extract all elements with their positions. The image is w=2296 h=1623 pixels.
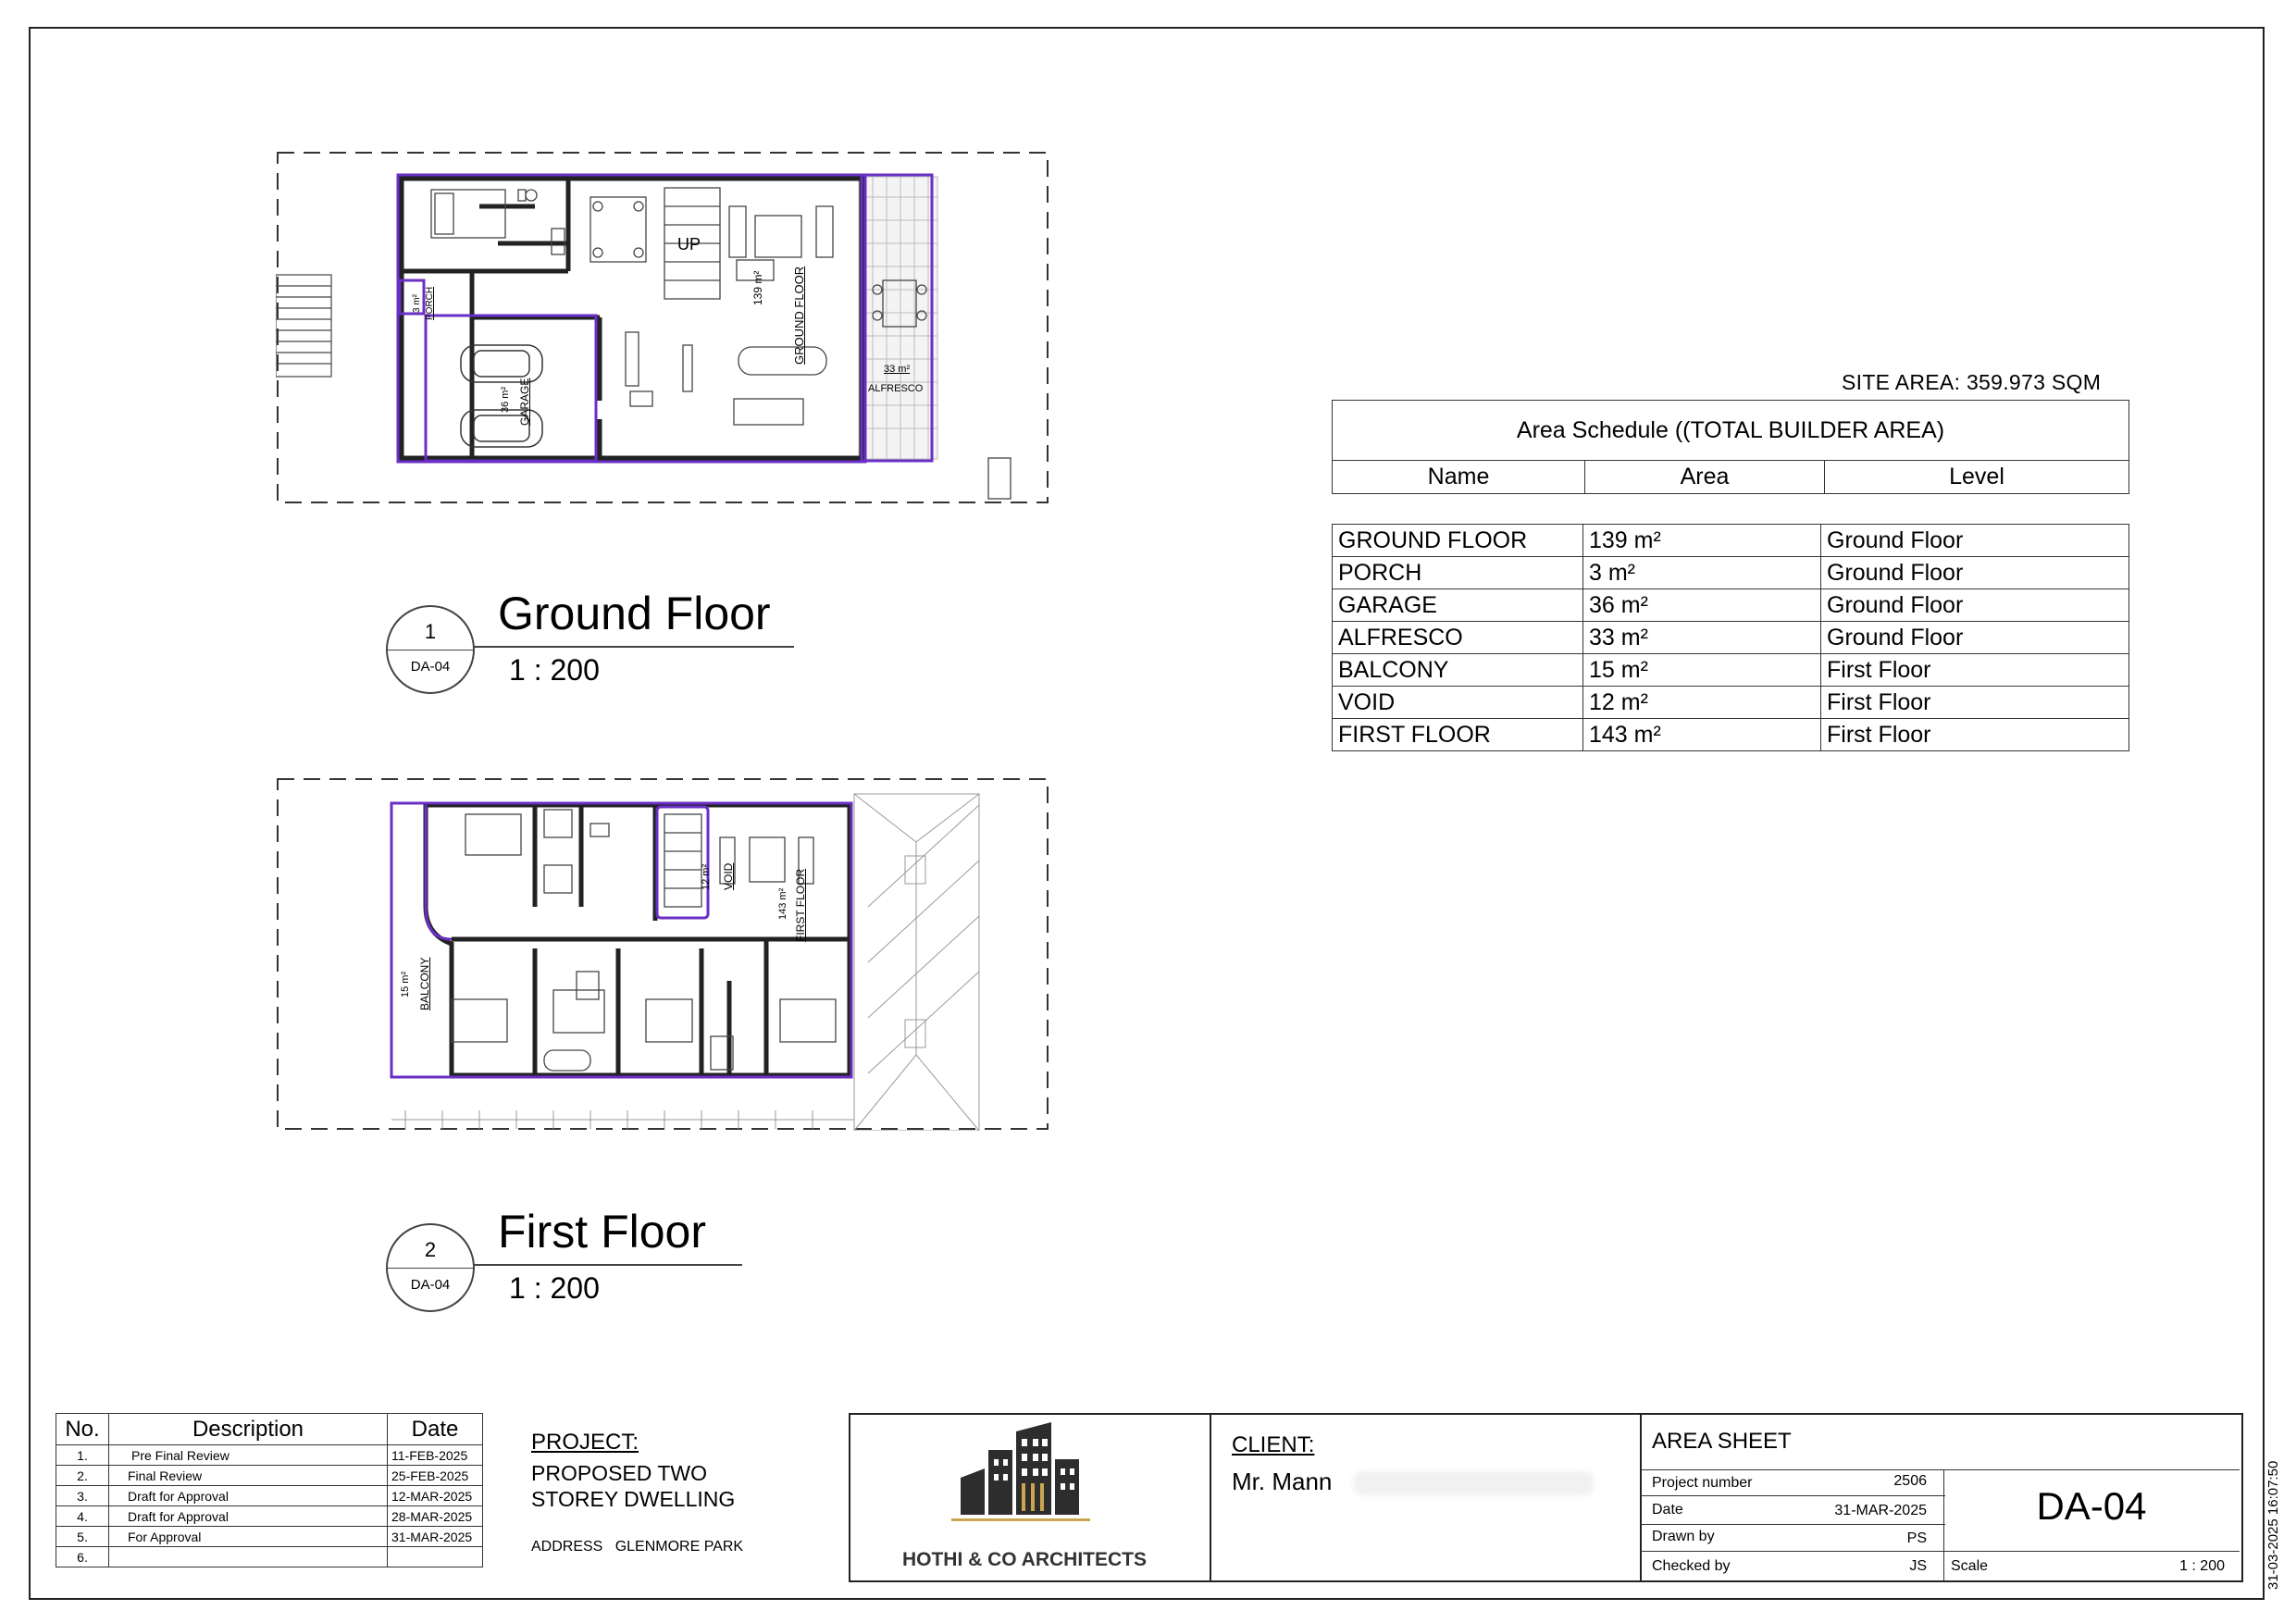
revision-no: 2. (56, 1466, 109, 1486)
title-block-hline-1 (1640, 1469, 2240, 1470)
first-floor-area-label: 143 m² (777, 887, 788, 920)
schedule-cell: BALCONY (1333, 654, 1583, 687)
view-2-marker (386, 1223, 475, 1312)
stair-up-label: UP (677, 235, 701, 254)
view-1-title: Ground Floor (498, 588, 771, 639)
ground-floor-area-label: 139 m² (751, 270, 764, 305)
ground-floor-name-label: GROUND FLOOR (792, 266, 806, 365)
schedule-cell: Ground Floor (1821, 622, 2129, 654)
title-block-divider-2 (1640, 1413, 1642, 1580)
revision-date: 12-MAR-2025 (388, 1486, 483, 1506)
schedule-cell: 36 m² (1583, 589, 1821, 622)
schedule-cell: 143 m² (1583, 719, 1821, 751)
date-label: Date (1652, 1502, 1683, 1518)
table-row (1333, 687, 2129, 719)
table-row (56, 1527, 483, 1547)
garage-area-label: 36 m² (500, 386, 511, 413)
print-timestamp: 31-03-2025 16:07:50 (2265, 1460, 2281, 1590)
table-row (1333, 622, 2129, 654)
scale-value: 1 : 200 (2179, 1558, 2225, 1574)
title-block-hline-3 (1640, 1524, 1945, 1525)
schedule-col-level: Level (1825, 461, 2129, 494)
view-1-scale: 1 : 200 (509, 653, 600, 687)
client-name: Mr. Mann (1232, 1468, 1333, 1495)
revision-col-date: Date (388, 1414, 483, 1445)
view-2-divider (388, 1268, 473, 1269)
schedule-cell: FIRST FLOOR (1333, 719, 1583, 751)
revision-date: 28-MAR-2025 (388, 1506, 483, 1527)
schedule-cell: ALFRESCO (1333, 622, 1583, 654)
view-2-number: 2 (424, 1238, 437, 1261)
porch-name-label: PORCH (425, 286, 435, 320)
revision-date: 31-MAR-2025 (388, 1527, 483, 1547)
revision-col-no: No. (56, 1414, 109, 1445)
revision-no: 3. (56, 1486, 109, 1506)
table-row (1333, 589, 2129, 622)
first-floor-plan (276, 777, 1049, 1131)
revision-description: Final Review (109, 1466, 388, 1486)
schedule-cell: VOID (1333, 687, 1583, 719)
alfresco-area-label: 33 m² (884, 364, 911, 375)
void-area-label: 12 m² (701, 863, 712, 890)
date-value: 31-MAR-2025 (1834, 1503, 1927, 1518)
schedule-cell: GARAGE (1333, 589, 1583, 622)
porch-area-label: 3 m² (412, 294, 422, 313)
view-1-underline (474, 646, 794, 648)
view-1-number: 1 (424, 620, 437, 643)
table-row (56, 1445, 483, 1466)
area-schedule-header (1332, 400, 2129, 494)
revision-date (388, 1547, 483, 1567)
table-row (56, 1466, 483, 1486)
view-2-scale: 1 : 200 (509, 1271, 600, 1305)
revision-no: 4. (56, 1506, 109, 1527)
title-block-divider-1 (1210, 1413, 1211, 1580)
area-schedule-table (1332, 524, 2129, 751)
revision-col-description: Description (109, 1414, 388, 1445)
schedule-col-area: Area (1585, 461, 1825, 494)
area-schedule-title: Area Schedule ((TOTAL BUILDER AREA) (1333, 401, 2129, 461)
checked-by-label: Checked by (1652, 1558, 1731, 1574)
project-number-label: Project number (1652, 1475, 1753, 1491)
table-row (1333, 557, 2129, 589)
firm-logo-icon (951, 1422, 1090, 1533)
revision-date: 11-FEB-2025 (388, 1445, 483, 1466)
title-block-hline-2 (1640, 1495, 1945, 1496)
scale-label: Scale (1951, 1558, 1989, 1574)
view-2-sheet-ref: DA-04 (410, 1277, 451, 1293)
schedule-cell: PORCH (1333, 557, 1583, 589)
view-2-title: First Floor (498, 1206, 706, 1258)
checked-by-value: JS (1909, 1558, 1927, 1574)
table-row (1333, 654, 2129, 687)
revision-description: Pre Final Review (109, 1445, 388, 1466)
table-row (1333, 525, 2129, 557)
balcony-name-label: BALCONY (418, 957, 431, 1010)
alfresco-name-label: ALFRESCO (868, 383, 924, 394)
title-block-hline-4 (1640, 1551, 2240, 1552)
schedule-cell: 33 m² (1583, 622, 1821, 654)
site-area: SITE AREA: 359.973 SQM (1842, 370, 2102, 394)
revision-no: 6. (56, 1547, 109, 1567)
client-name-redacted (1353, 1471, 1594, 1495)
schedule-cell: 139 m² (1583, 525, 1821, 557)
schedule-cell: Ground Floor (1821, 557, 2129, 589)
project-address: ADDRESS GLENMORE PARK (531, 1539, 744, 1555)
first-floor-name-label: FIRST FLOOR (794, 868, 807, 942)
project-heading: PROJECT: (531, 1430, 639, 1455)
view-2-underline (474, 1264, 742, 1266)
schedule-cell: First Floor (1821, 719, 2129, 751)
revision-description: For Approval (109, 1527, 388, 1547)
schedule-cell: 15 m² (1583, 654, 1821, 687)
sheet-title: AREA SHEET (1652, 1429, 1792, 1454)
view-1-marker (386, 605, 475, 694)
void-name-label: VOID (722, 862, 735, 890)
revision-no: 5. (56, 1527, 109, 1547)
project-number-value: 2506 (1893, 1473, 1927, 1489)
schedule-cell: GROUND FLOOR (1333, 525, 1583, 557)
schedule-cell: 12 m² (1583, 687, 1821, 719)
drawn-by-label: Drawn by (1652, 1529, 1715, 1544)
firm-name: HOTHI & CO ARCHITECTS (901, 1549, 1148, 1570)
table-row (56, 1506, 483, 1527)
ground-floor-plan (276, 151, 1049, 504)
project-line-1: PROPOSED TWO (531, 1461, 707, 1485)
garage-name-label: GARAGE (518, 378, 531, 426)
drawn-by-value: PS (1906, 1530, 1927, 1546)
revision-description: Draft for Approval (109, 1486, 388, 1506)
revision-no: 1. (56, 1445, 109, 1466)
revision-table (56, 1413, 483, 1567)
schedule-cell: 3 m² (1583, 557, 1821, 589)
schedule-cell: Ground Floor (1821, 525, 2129, 557)
project-line-2: STOREY DWELLING (531, 1487, 736, 1511)
table-row (56, 1486, 483, 1506)
schedule-col-name: Name (1333, 461, 1585, 494)
schedule-cell: First Floor (1821, 687, 2129, 719)
schedule-cell: Ground Floor (1821, 589, 2129, 622)
revision-header-row (56, 1414, 483, 1445)
revision-date: 25-FEB-2025 (388, 1466, 483, 1486)
balcony-area-label: 15 m² (400, 971, 411, 997)
schedule-cell: First Floor (1821, 654, 2129, 687)
table-row (56, 1547, 483, 1567)
table-row (1333, 719, 2129, 751)
sheet-number: DA-04 (2036, 1484, 2147, 1528)
view-1-sheet-ref: DA-04 (410, 659, 451, 675)
revision-description (109, 1547, 388, 1567)
client-heading: CLIENT: (1232, 1432, 1315, 1457)
revision-description: Draft for Approval (109, 1506, 388, 1527)
